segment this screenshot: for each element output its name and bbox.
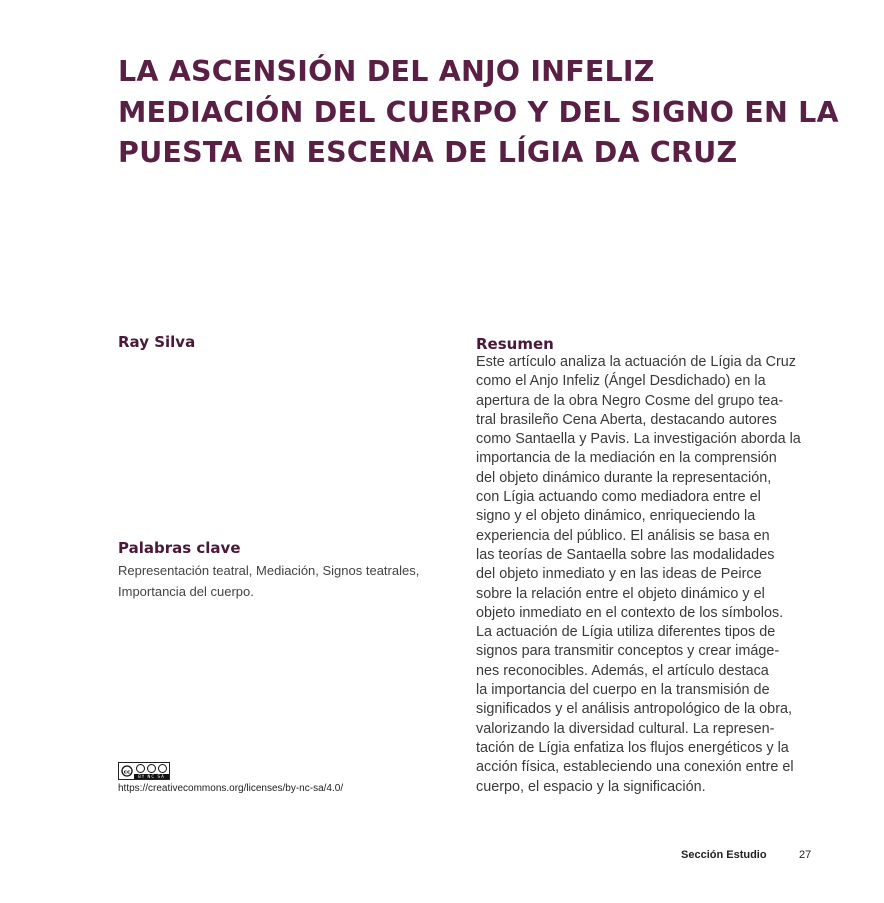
nc-icon (147, 764, 156, 773)
abstract-line: valorizando la diversidad cultural. La represen- (476, 720, 775, 737)
abstract-line: del objeto inmediato y en las ideas de Peirce (476, 566, 762, 583)
article-title (118, 52, 838, 174)
abstract-line: nes reconocibles. Además, el artículo destaca (476, 662, 769, 679)
keywords-text: Representación teatral, Mediación, Signos teatrales, Importancia del cuerpo. (118, 563, 420, 599)
abstract-line: tación de Lígia enfatiza los flujos energéticos y la (476, 739, 789, 756)
abstract-line: sobre la relación entre el objeto dinámico y el (476, 585, 765, 602)
cc-logo-icon (119, 763, 134, 779)
by-icon (136, 764, 145, 773)
svg-text:cc: cc (123, 769, 130, 776)
abstract-line: experiencia del público. El análisis se basa en (476, 527, 770, 544)
abstract-line: Este artículo analiza la actuación de Lígia da Cruz (476, 354, 796, 370)
abstract-line: como Santaella y Pavis. La investigación aborda la (476, 431, 801, 448)
abstract-line: objeto inmediato en el contexto de los símbolos. (476, 604, 784, 621)
abstract-heading: Resumen (476, 335, 554, 353)
title-line: PUESTA EN ESCENA DE LÍGIA DA CRUZ (118, 136, 738, 169)
abstract-line: importancia de la mediación en la comprensión (476, 450, 777, 467)
abstract-line: apertura de la obra Negro Cosme del grupo tea- (476, 392, 784, 409)
abstract-line: con Lígia actuando como mediadora entre el (476, 489, 761, 506)
title-line: MEDIACIÓN DEL CUERPO Y DEL SIGNO EN LA (118, 95, 839, 129)
page-number: 27 (799, 849, 812, 861)
cc-badge-strip: BY NC SA (134, 774, 169, 779)
abstract-body (476, 353, 821, 797)
abstract-line: signos para transmitir conceptos y crear imáge- (476, 643, 780, 660)
abstract-line: del objeto dinámico durante la representación, (476, 469, 772, 486)
abstract-line: como el Anjo Infeliz (Ángel Desdichado) en la (476, 373, 766, 390)
license-url[interactable]: https://creativecommons.org/licenses/by-nc-sa/4.0/ (118, 783, 344, 794)
keywords-heading: Palabras clave (118, 539, 241, 557)
abstract-line: las teorías de Santaella sobre las modalidades (476, 546, 775, 563)
cc-license-icon (118, 762, 170, 780)
footer-section-label: Sección Estudio (681, 849, 767, 861)
author-name: Ray Silva (118, 333, 196, 351)
abstract-line: acción física, estableciendo una conexión entre el (476, 759, 794, 776)
abstract-line: tral brasileño Cena Aberta, destacando autores (476, 411, 777, 428)
sa-icon (158, 764, 167, 773)
abstract-line: significados y el análisis antropológico de la obra, (476, 701, 792, 718)
title-line: LA ASCENSIÓN DEL ANJO INFELIZ (118, 55, 655, 88)
abstract-line: la importancia del cuerpo en la transmisión de (476, 682, 770, 699)
abstract-line: cuerpo, el espacio y la significación. (476, 778, 706, 795)
abstract-line: La actuación de Lígia utiliza diferentes tipos de (476, 624, 776, 641)
abstract-line: signo y el objeto dinámico, enriqueciendo la (476, 508, 756, 525)
